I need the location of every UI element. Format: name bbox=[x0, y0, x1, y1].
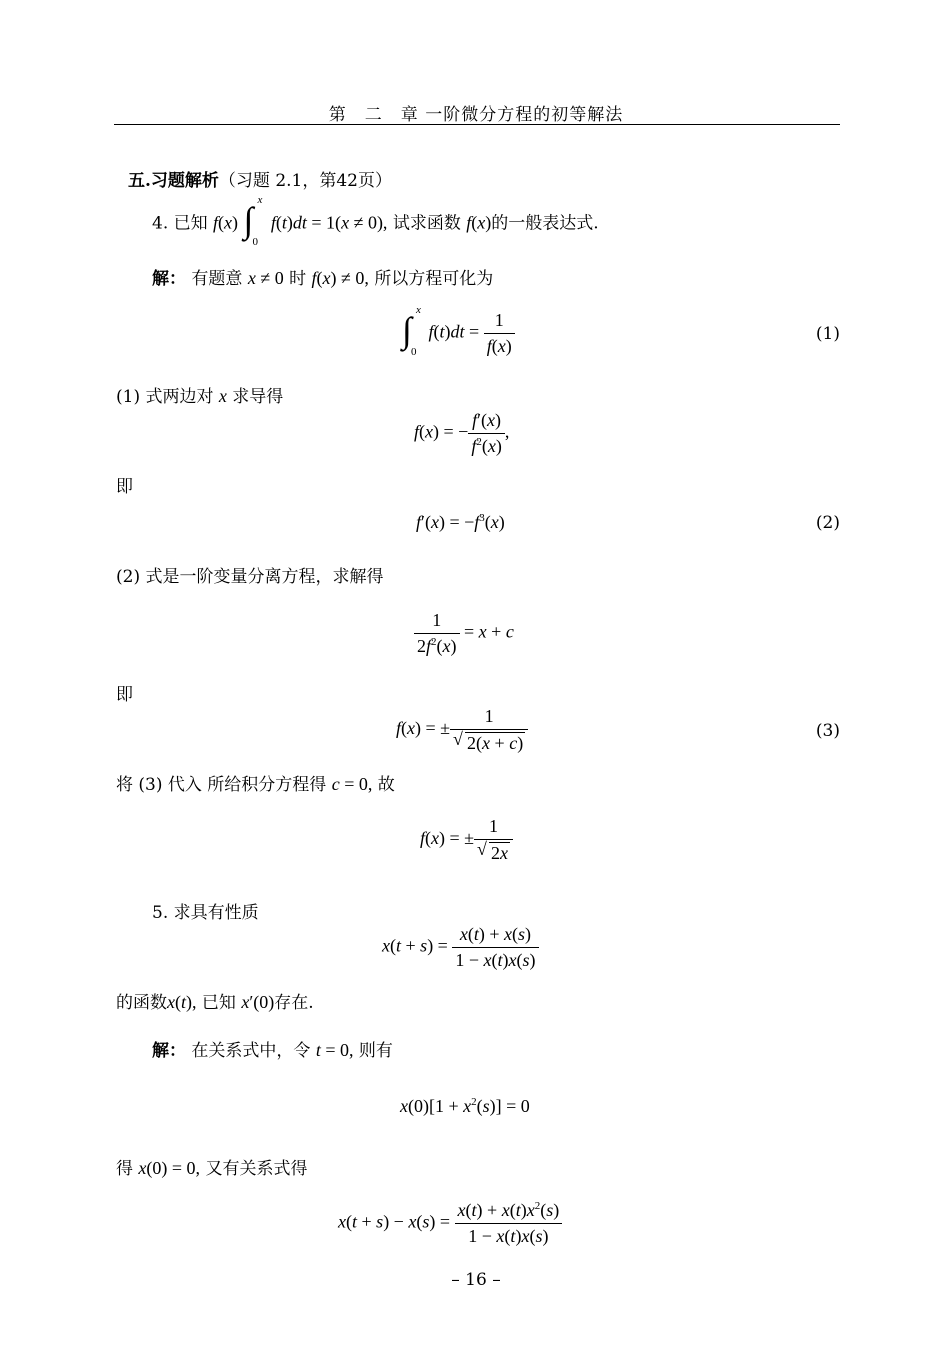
equation-2: $f'(x) = -f^3(x)$ bbox=[416, 512, 505, 532]
step-2-text: (2) 式是一阶变量分离方程，求解得 bbox=[116, 567, 384, 587]
problem-4-statement: 4. 已知 f(x) ∫ x 0 f(t)dt = 1(x ≠ 0), 试求函数 f(x)的一般表达式. bbox=[152, 194, 599, 248]
equation-1-label: (1) bbox=[815, 324, 840, 344]
separated-solution: $\frac{1}{2f^2(x)}$ = x + c bbox=[414, 610, 514, 657]
equation-2-label: (2) bbox=[815, 513, 840, 533]
page-number: – 16 – bbox=[451, 1270, 501, 1290]
problem-5-solution-intro: 解： 在关系式中，令 t = 0, 则有 bbox=[152, 1040, 393, 1061]
problem-4-solution-intro: 解： 有题意 x ≠ 0 时 f(x) ≠ 0, 所以方程可化为 bbox=[152, 268, 494, 289]
ji-2: 即 bbox=[116, 685, 133, 705]
problem-5-statement: 的函数x(t), 已知 x′(0)存在. bbox=[116, 992, 314, 1013]
step-1-text: (1) 式两边对 x 求导得 bbox=[116, 386, 284, 407]
equation-3: f(x) = ± 1 √ 2(x + c) bbox=[396, 706, 528, 754]
final-solution-4: f(x) = ± 1 √ 2x bbox=[420, 816, 513, 864]
problem-5-step-1: 得 x(0) = 0, 又有关系式得 bbox=[116, 1158, 308, 1179]
problem-5-relation: x(t + s) = $\frac{x(t) + x(s)}{1 - x(t)x(s)}$ bbox=[382, 924, 539, 971]
step-3-text: 将 (3) 代入 所给积分方程得 c = 0, 故 bbox=[116, 774, 395, 795]
header-rule bbox=[114, 124, 840, 125]
equation-1: ∫ x 0 f(t)dt = $\frac{1}{f(x)}$ bbox=[402, 310, 515, 357]
x0-equation: $x(0)[1 + x^2(s)] = 0$ bbox=[400, 1096, 530, 1116]
ji-1: 即 bbox=[116, 477, 133, 497]
running-header: 第 二 章 一阶微分方程的初等解法 bbox=[328, 105, 624, 125]
section-title-bold: 五.习题解析 bbox=[128, 171, 219, 191]
derivative-equation: f(x) = − $\frac{f'(x)}{f^2(x)}$ , bbox=[414, 410, 510, 456]
equation-3-label: (3) bbox=[815, 721, 840, 741]
section-title bbox=[128, 166, 392, 191]
difference-equation: x(t + s) − x(s) = $\frac{x(t) + x(t)x^2(s)}{1 - x(t)x(s)}$ bbox=[338, 1200, 562, 1247]
problem-5-number: 5. 求具有性质 bbox=[152, 903, 259, 923]
section-title-note: （习题 2.1，第42页） bbox=[218, 171, 392, 191]
